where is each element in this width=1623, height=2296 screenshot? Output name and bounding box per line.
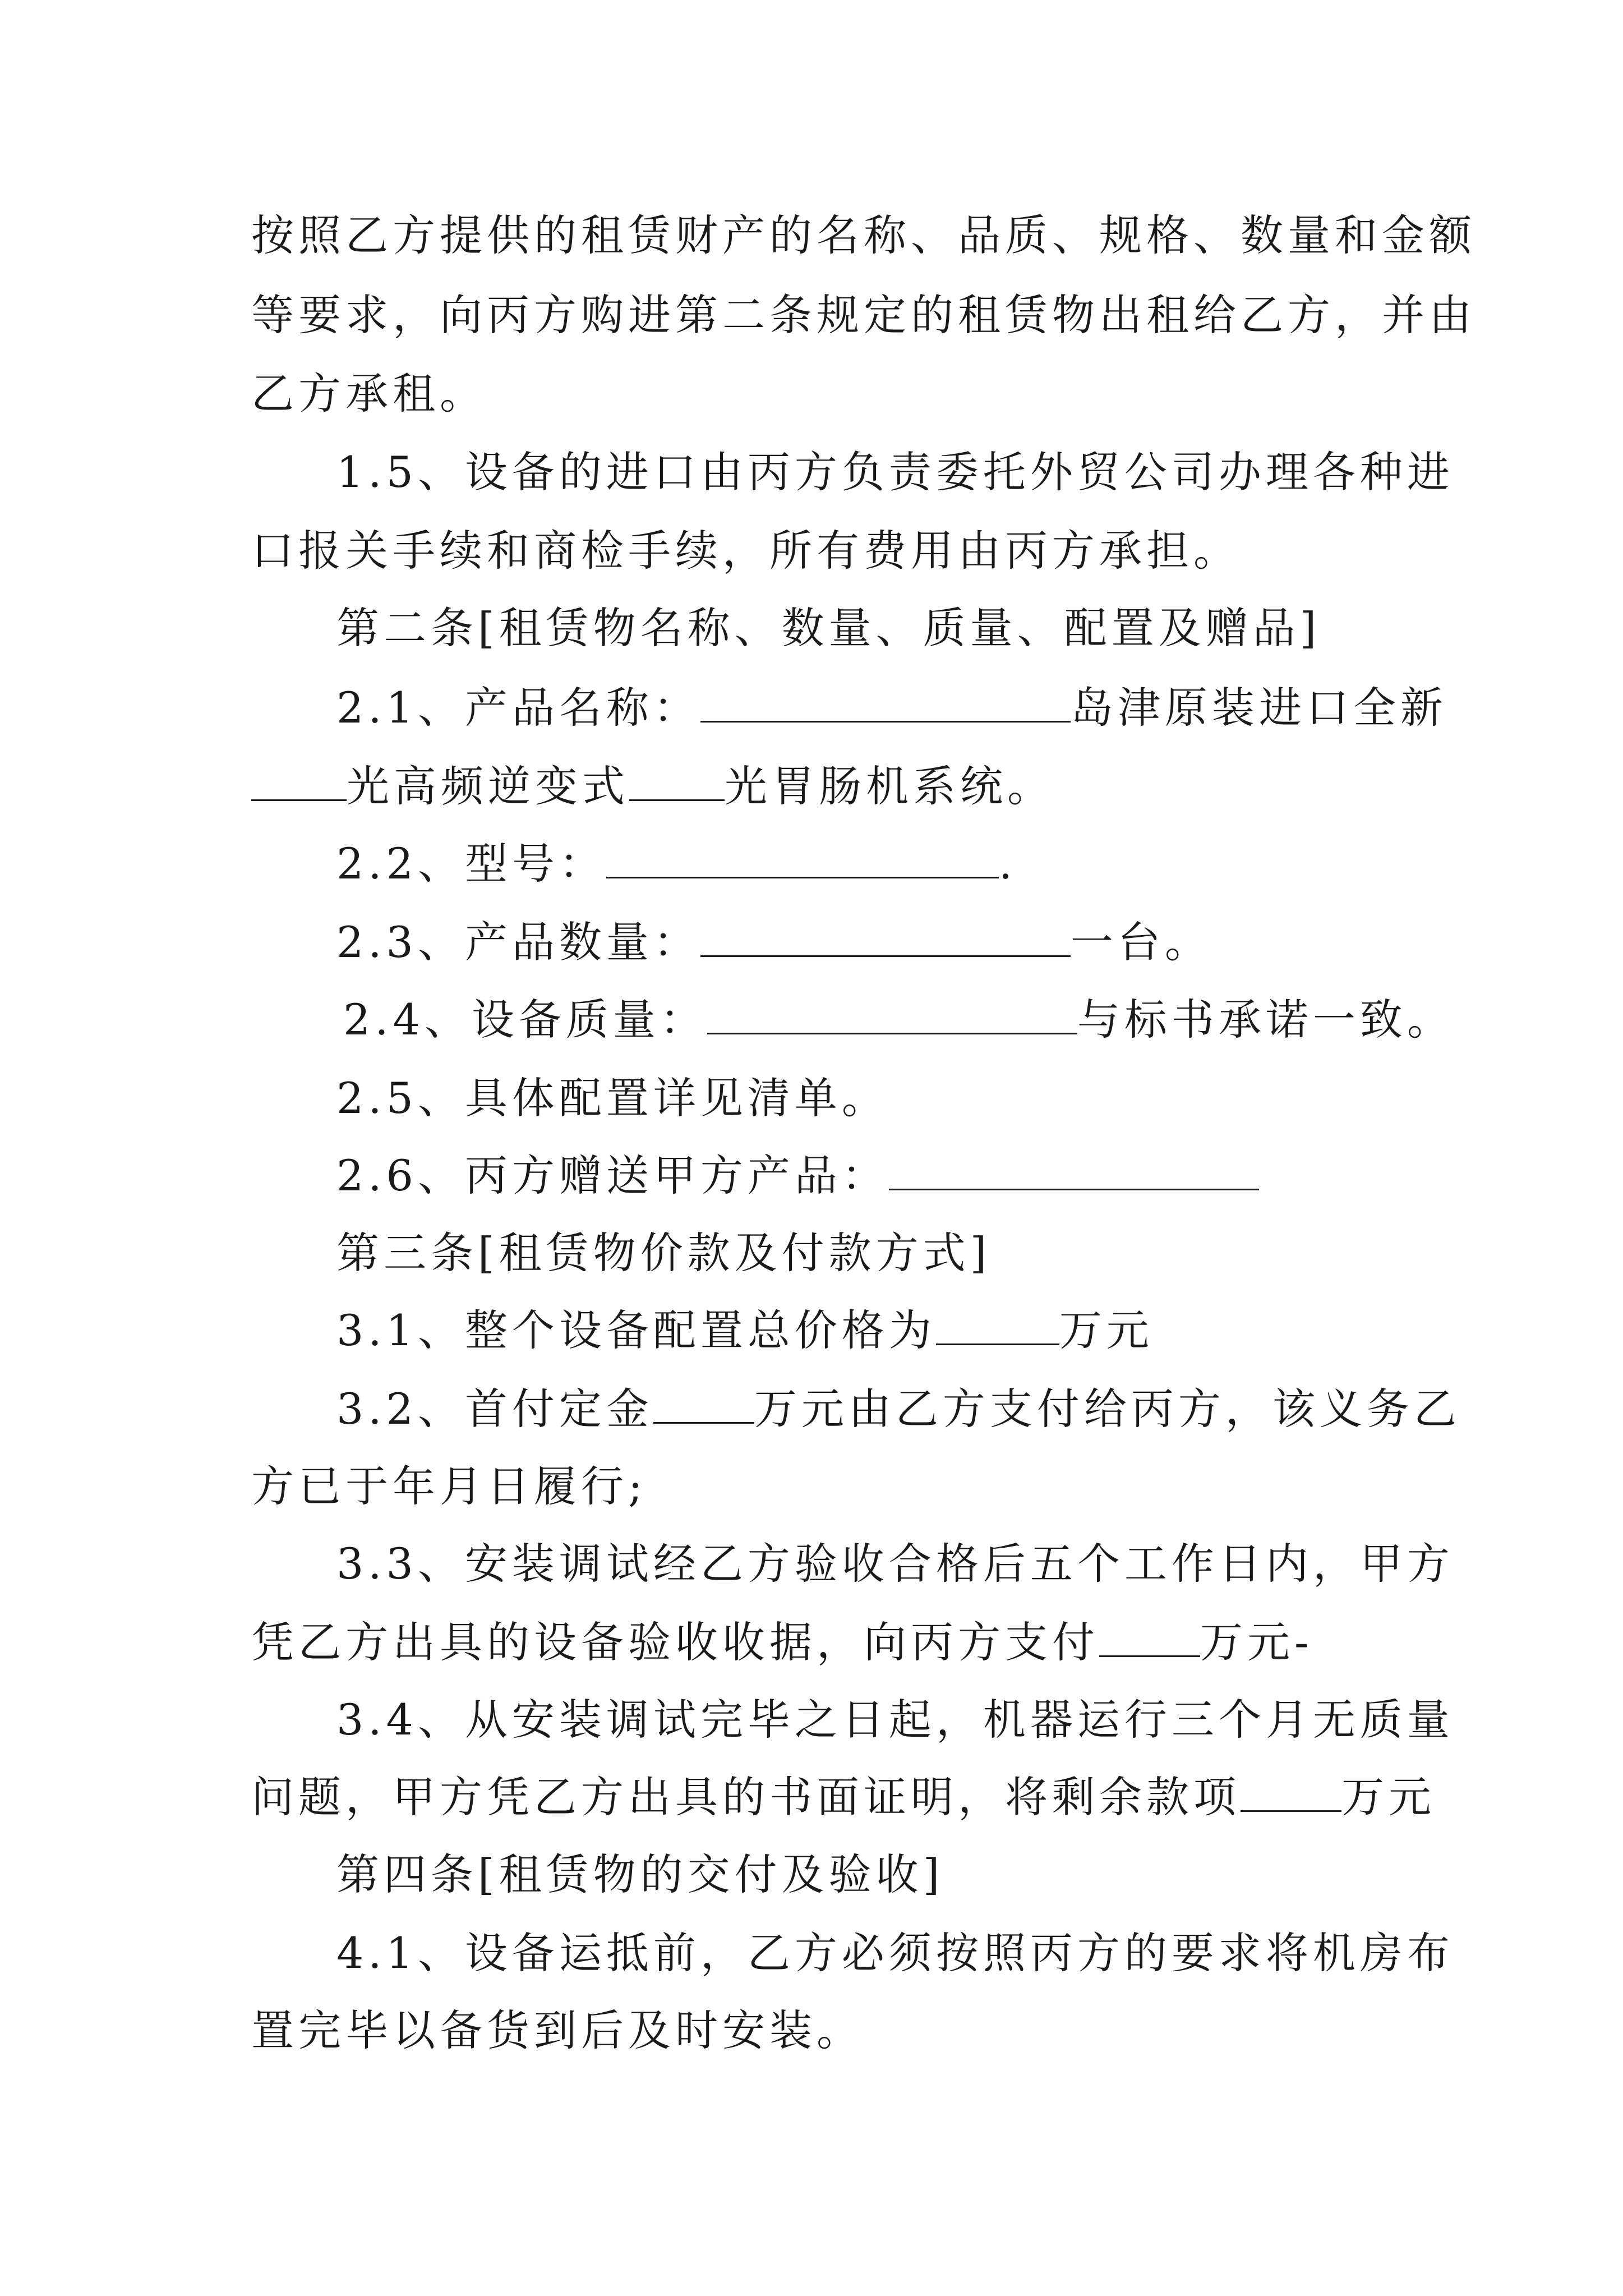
text: 1.5、设备的进口由丙方负责委托外贸公司办理各种进 [336, 447, 1454, 497]
text: 万元 [1341, 1772, 1436, 1822]
text: 等要求，向丙方购进第二条规定的租赁物出租给乙方，并由 [251, 290, 1476, 340]
paragraph-line [251, 1458, 647, 1515]
blank-field [936, 1304, 1059, 1345]
paragraph-line [251, 1769, 1436, 1825]
text: 2.3、产品数量： [336, 917, 700, 967]
text: 2.1、产品名称： [336, 683, 700, 733]
text: 光高频逆变式 [347, 761, 629, 811]
text: 万元- [1200, 1617, 1313, 1667]
heading-text: 第三条[租赁物价款及付款方式] [336, 1228, 992, 1278]
paragraph-line [336, 1692, 1454, 1748]
blank-field [606, 838, 999, 878]
heading-text: 第二条[租赁物名称、数量、质量、配置及赠品] [336, 603, 1321, 653]
text: 口报关手续和商检手续，所有费用由丙方承担。 [251, 526, 1241, 576]
blank-field [700, 682, 1071, 723]
blank-field [707, 993, 1077, 1034]
text: 置完毕以备货到后及时安装。 [251, 2005, 864, 2055]
text: 凭乙方出具的设备验收收据，向丙方支付 [251, 1617, 1099, 1667]
text: 万元由乙方支付给丙方，该义务乙 [754, 1384, 1461, 1434]
paragraph-line [343, 992, 1454, 1048]
text: 2.5、具体配置详见清单。 [336, 1073, 889, 1123]
paragraph-line [251, 1614, 1313, 1671]
text: 问题，甲方凭乙方出具的书面证明，将剩余款项 [251, 1772, 1241, 1822]
text: 4.1、设备运抵前，乙方必须按照丙方的要求将机房布 [336, 1928, 1454, 1978]
paragraph-line [336, 1303, 1154, 1359]
paragraph-line [336, 680, 1447, 736]
text: 方已于年月日履行; [251, 1461, 647, 1511]
paragraph-line [251, 2003, 864, 2059]
text: 按照乙方提供的租赁财产的名称、品质、规格、数量和金额 [251, 210, 1476, 260]
section-heading [336, 600, 1321, 656]
text: 2.6、丙方赠送甲方产品： [336, 1151, 889, 1200]
text: 3.3、安装调试经乙方验收合格后五个工作日内，甲方 [336, 1539, 1454, 1589]
section-heading [336, 1225, 991, 1281]
text: 与标书承诺一致。 [1077, 995, 1454, 1045]
text: 2.4、设备质量： [343, 995, 707, 1045]
text: 2.2、型号： [336, 839, 606, 889]
text: 3.2、首付定金 [336, 1384, 653, 1434]
blank-field [700, 916, 1071, 957]
blank-field [1241, 1771, 1341, 1812]
text: . [998, 839, 1017, 889]
paragraph-line [336, 1536, 1454, 1592]
paragraph-line [251, 523, 1241, 579]
paragraph-line [336, 1925, 1454, 1981]
paragraph-line [251, 208, 1476, 264]
paragraph-line [336, 1070, 889, 1126]
paragraph-line [251, 366, 487, 422]
text: 光胃肠机系统。 [725, 761, 1054, 811]
blank-field [653, 1383, 754, 1424]
paragraph-line [336, 1381, 1461, 1437]
text: 3.4、从安装调试完毕之日起，机器运行三个月无质量 [336, 1695, 1454, 1745]
blank-field [1099, 1616, 1200, 1657]
text: 一台。 [1070, 917, 1212, 967]
section-heading [336, 1847, 944, 1903]
blank-field [251, 760, 347, 801]
text: 乙方承租。 [251, 369, 487, 418]
text: 岛津原装进口全新 [1070, 683, 1447, 733]
heading-text: 第四条[租赁物的交付及验收] [336, 1849, 944, 1899]
paragraph-line [336, 836, 1017, 892]
text: 3.1、整个设备配置总价格为 [336, 1305, 936, 1355]
paragraph-line [251, 287, 1476, 343]
blank-field [629, 760, 725, 801]
paragraph-line [336, 1148, 1259, 1204]
paragraph-line [336, 914, 1212, 970]
text: 万元 [1059, 1305, 1154, 1355]
blank-field [889, 1149, 1259, 1190]
paragraph-line [336, 444, 1454, 500]
paragraph-line [251, 758, 1054, 815]
